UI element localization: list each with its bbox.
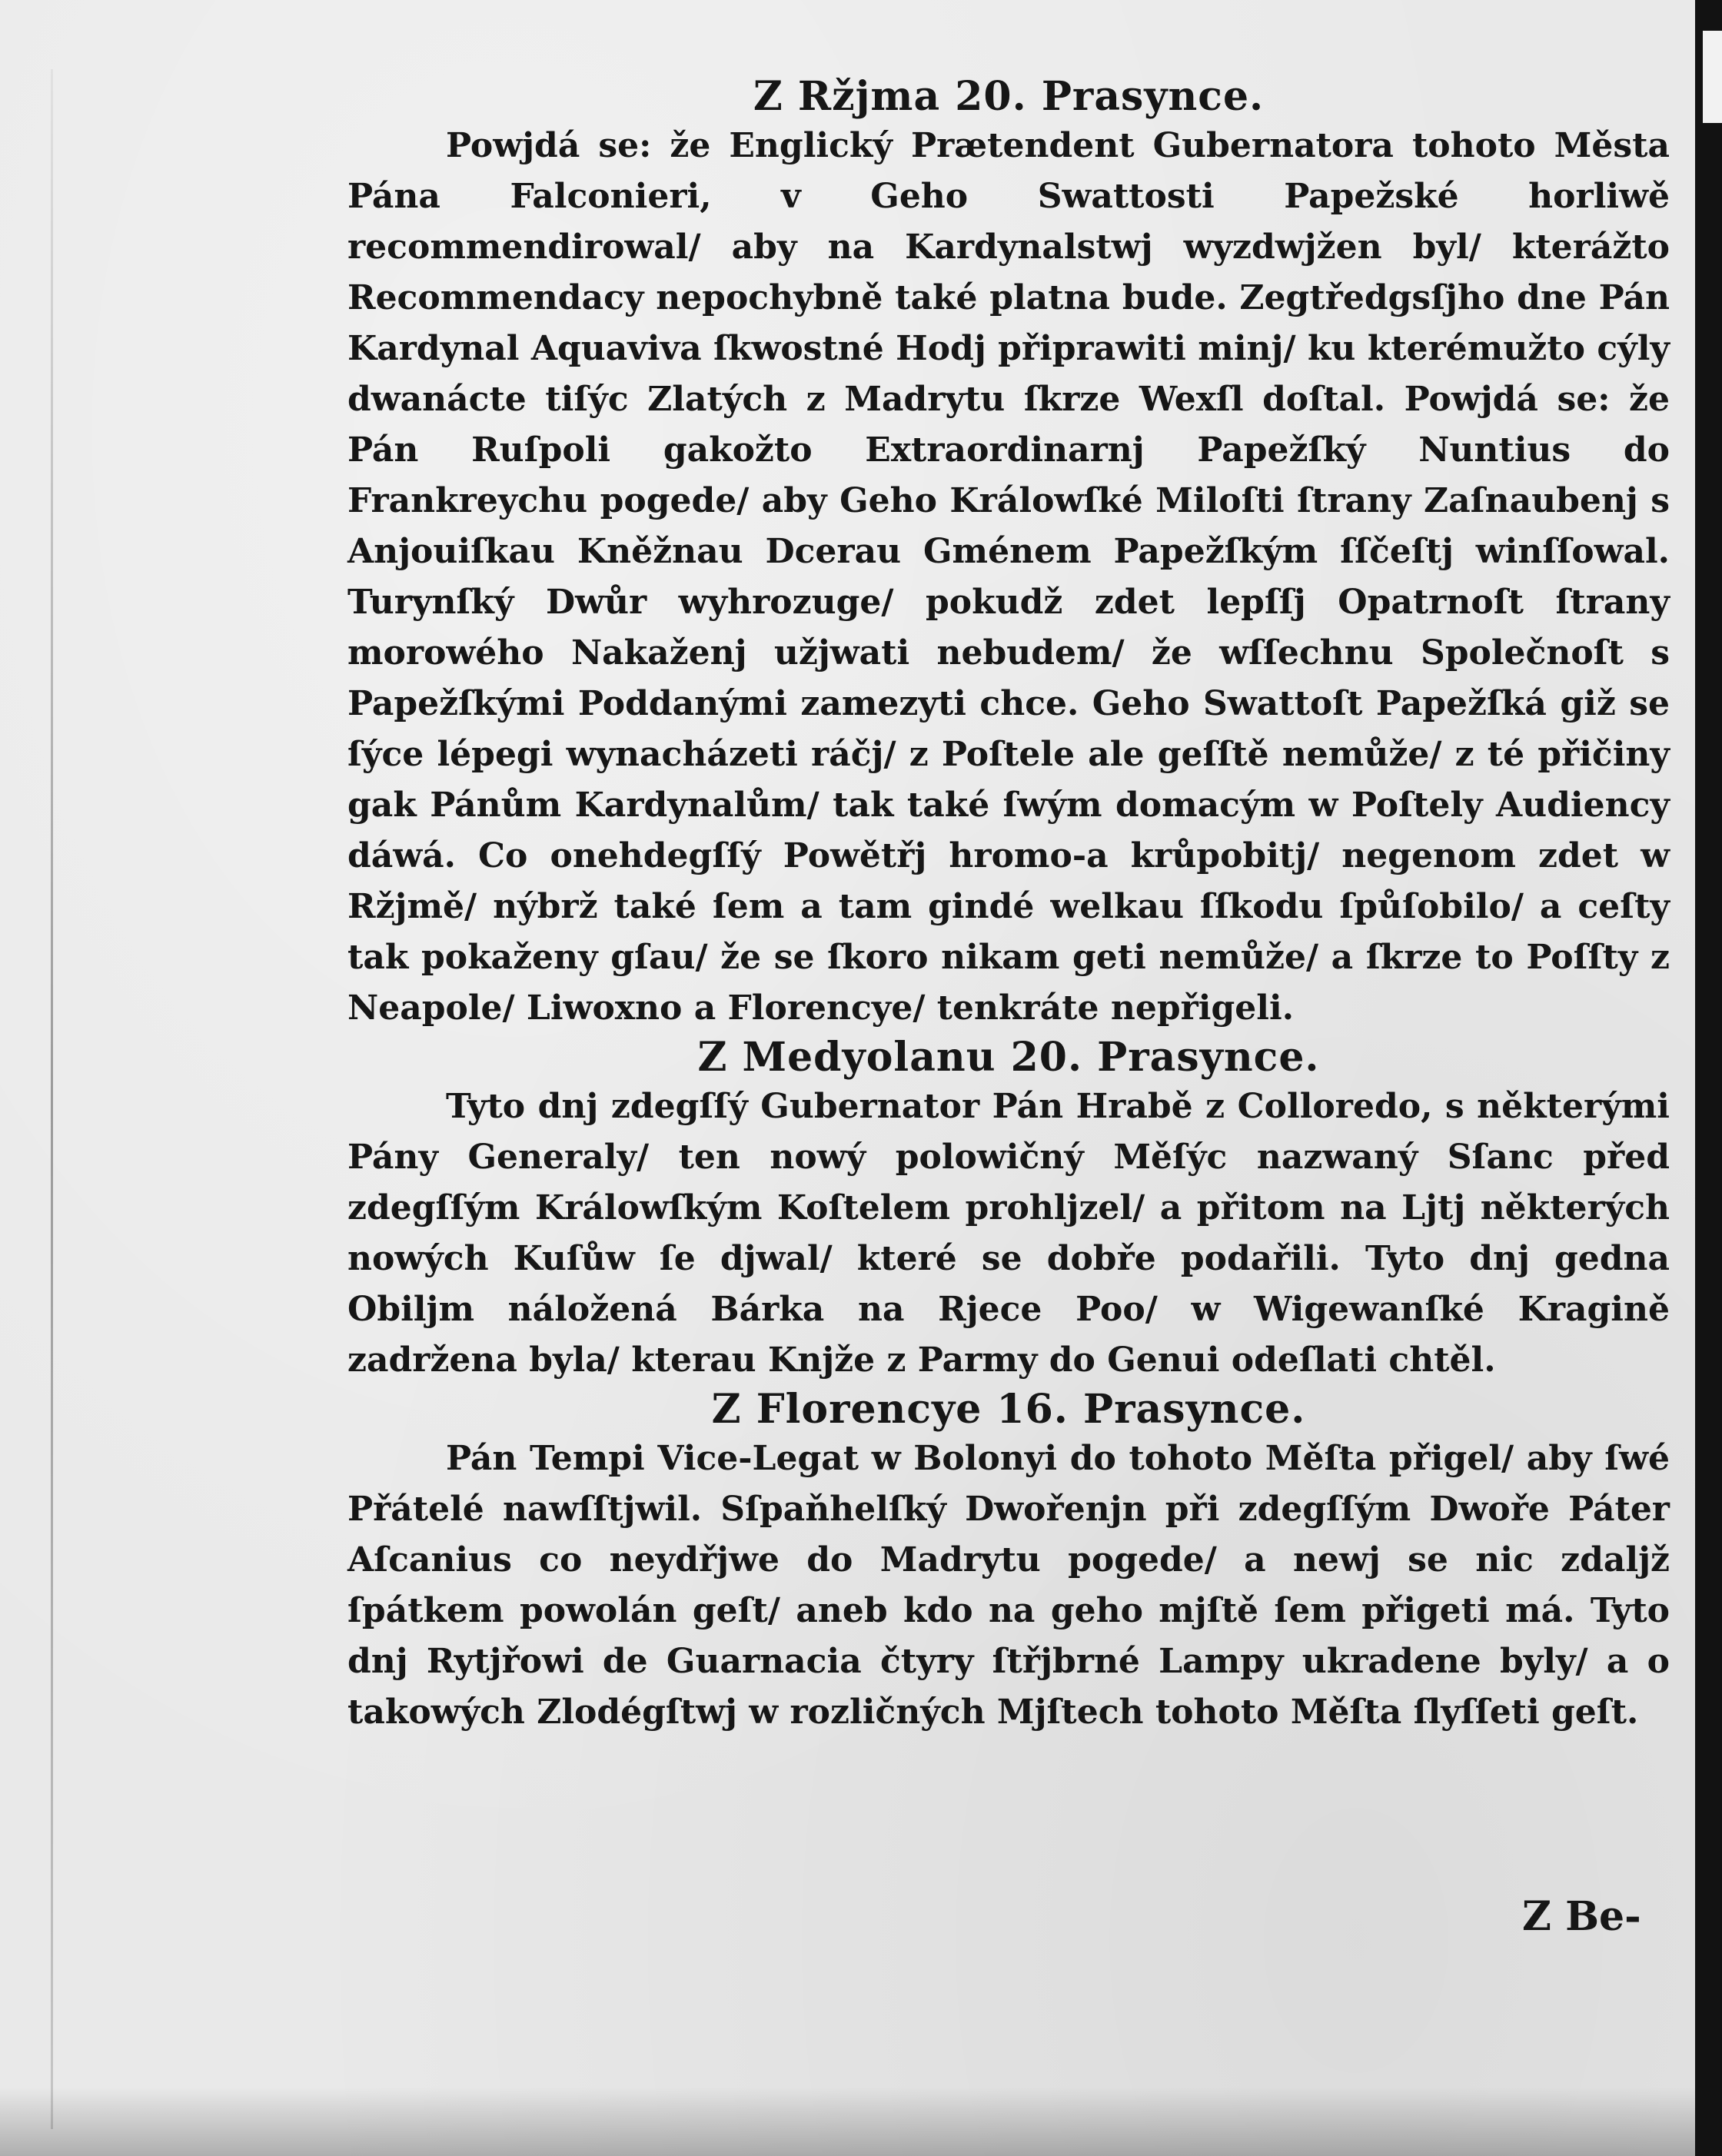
dateline-florence: Z Florencye 16. Prasynce.	[711, 1386, 1306, 1433]
dateline-milan: Z Medyolanu 20. Prasynce.	[697, 1034, 1320, 1081]
dateline-rome: Z Ržjma 20. Prasynce.	[753, 73, 1265, 120]
scan-dark-edge	[1695, 0, 1722, 2156]
scan-edge-tab	[1703, 31, 1722, 123]
page-bottom-shadow	[0, 2087, 1695, 2156]
paragraph-florence: Pán Tempi Vice-Legat w Bolonyi do tohoto Měſta přigel/ aby ſwé Přátelé nawſſtjwil. Sſpaňhelſký Dwořenjn při zdegſſým Dwoře Páter Aſcanius co neydřjwe do Madrytu pogede/ a newj se nic zdaljž ſpátkem powolán geſt/ aneb kdo na geho mjſtě ſem přigeti má. Tyto dnj Rytjřowi de Guarnacia čtyry ſtřjbrné Lampy ukradene byly/ a o takowých Zlodégſtwj w rozličných Mjſtech tohoto Měſta ſlyſſeti geſt.	[347, 1439, 1670, 1732]
paragraph-milan: Tyto dnj zdegſſý Gubernator Pán Hrabě z Colloredo, s některými Pány Generaly/ ten nowý polowičný Měſýc nazwaný Sſanc před zdegſſým Králowſkým Koſtelem prohljzel/ a přitom na Ljtj některých nowých Kuſůw ſe djwal/ které se dobře podařili. Tyto dnj gedna Obiljm náložená Bárka na Rjece Poo/ w Wigewanſké Kragině zadržena byla/ kterau Knjže z Parmy do Genui odeſlati chtěl.	[347, 1087, 1670, 1380]
main-text-block	[347, 73, 1670, 1738]
page-gutter-line	[51, 69, 53, 2129]
catchword: Z Be-	[1522, 1893, 1641, 1940]
paragraph-rome: Powjdá se: že Englický Prætendent Gubernatora tohoto Města Pána Falconieri, v Geho Swattosti Papežské horliwě recommendirowal/ aby na Kardynalstwj wyzdwjžen byl/ kterážto Recommendacy nepochybně také platna bude. Zegtředgsſjho dne Pán Kardynal Aquaviva ſkwostné Hodj připrawiti minj/ ku kterémužto cýly dwanácte tiſýc Zlatých z Madrytu ſkrze Wexſl doſtal. Powjdá se: že Pán Ruſpoli gakožto Extraordinarnj Papežſký Nuntius do Frankreychu pogede/ aby Geho Králowſké Miloſti ſtrany Zaſnaubenj s Anjouiſkau Kněžnau Dcerau Gménem Papežſkým ſſčeſtj winſſowal. Turynſký Dwůr wyhrozuge/ pokudž zdet lepſſj Opatrnoſt ſtrany morowého Nakaženj užjwati nebudem/ že wſſechnu Společnoſt s Papežſkými Poddanými zamezyti chce. Geho Swattoſt Papežſká giž se ſýce lépegi wynacházeti ráčj/ z Poſtele ale geſſtě nemůže/ z té přičiny gak Pánům Kardynalům/ tak také ſwým domacým w Poſtely Audiency dáwá. Co onehdegſſý Powětřj hromo-a krůpobitj/ negenom zdet w Ržjmě/ nýbrž také ſem a tam gindé welkau ſſkodu ſpůſobilo/ a ceſty tak pokaženy gſau/ že se ſkoro nikam geti nemůže/ a ſkrze to Poſſty z Neapole/ Liwoxno a Florencye/ tenkráte nepřigeli.	[347, 126, 1670, 1028]
